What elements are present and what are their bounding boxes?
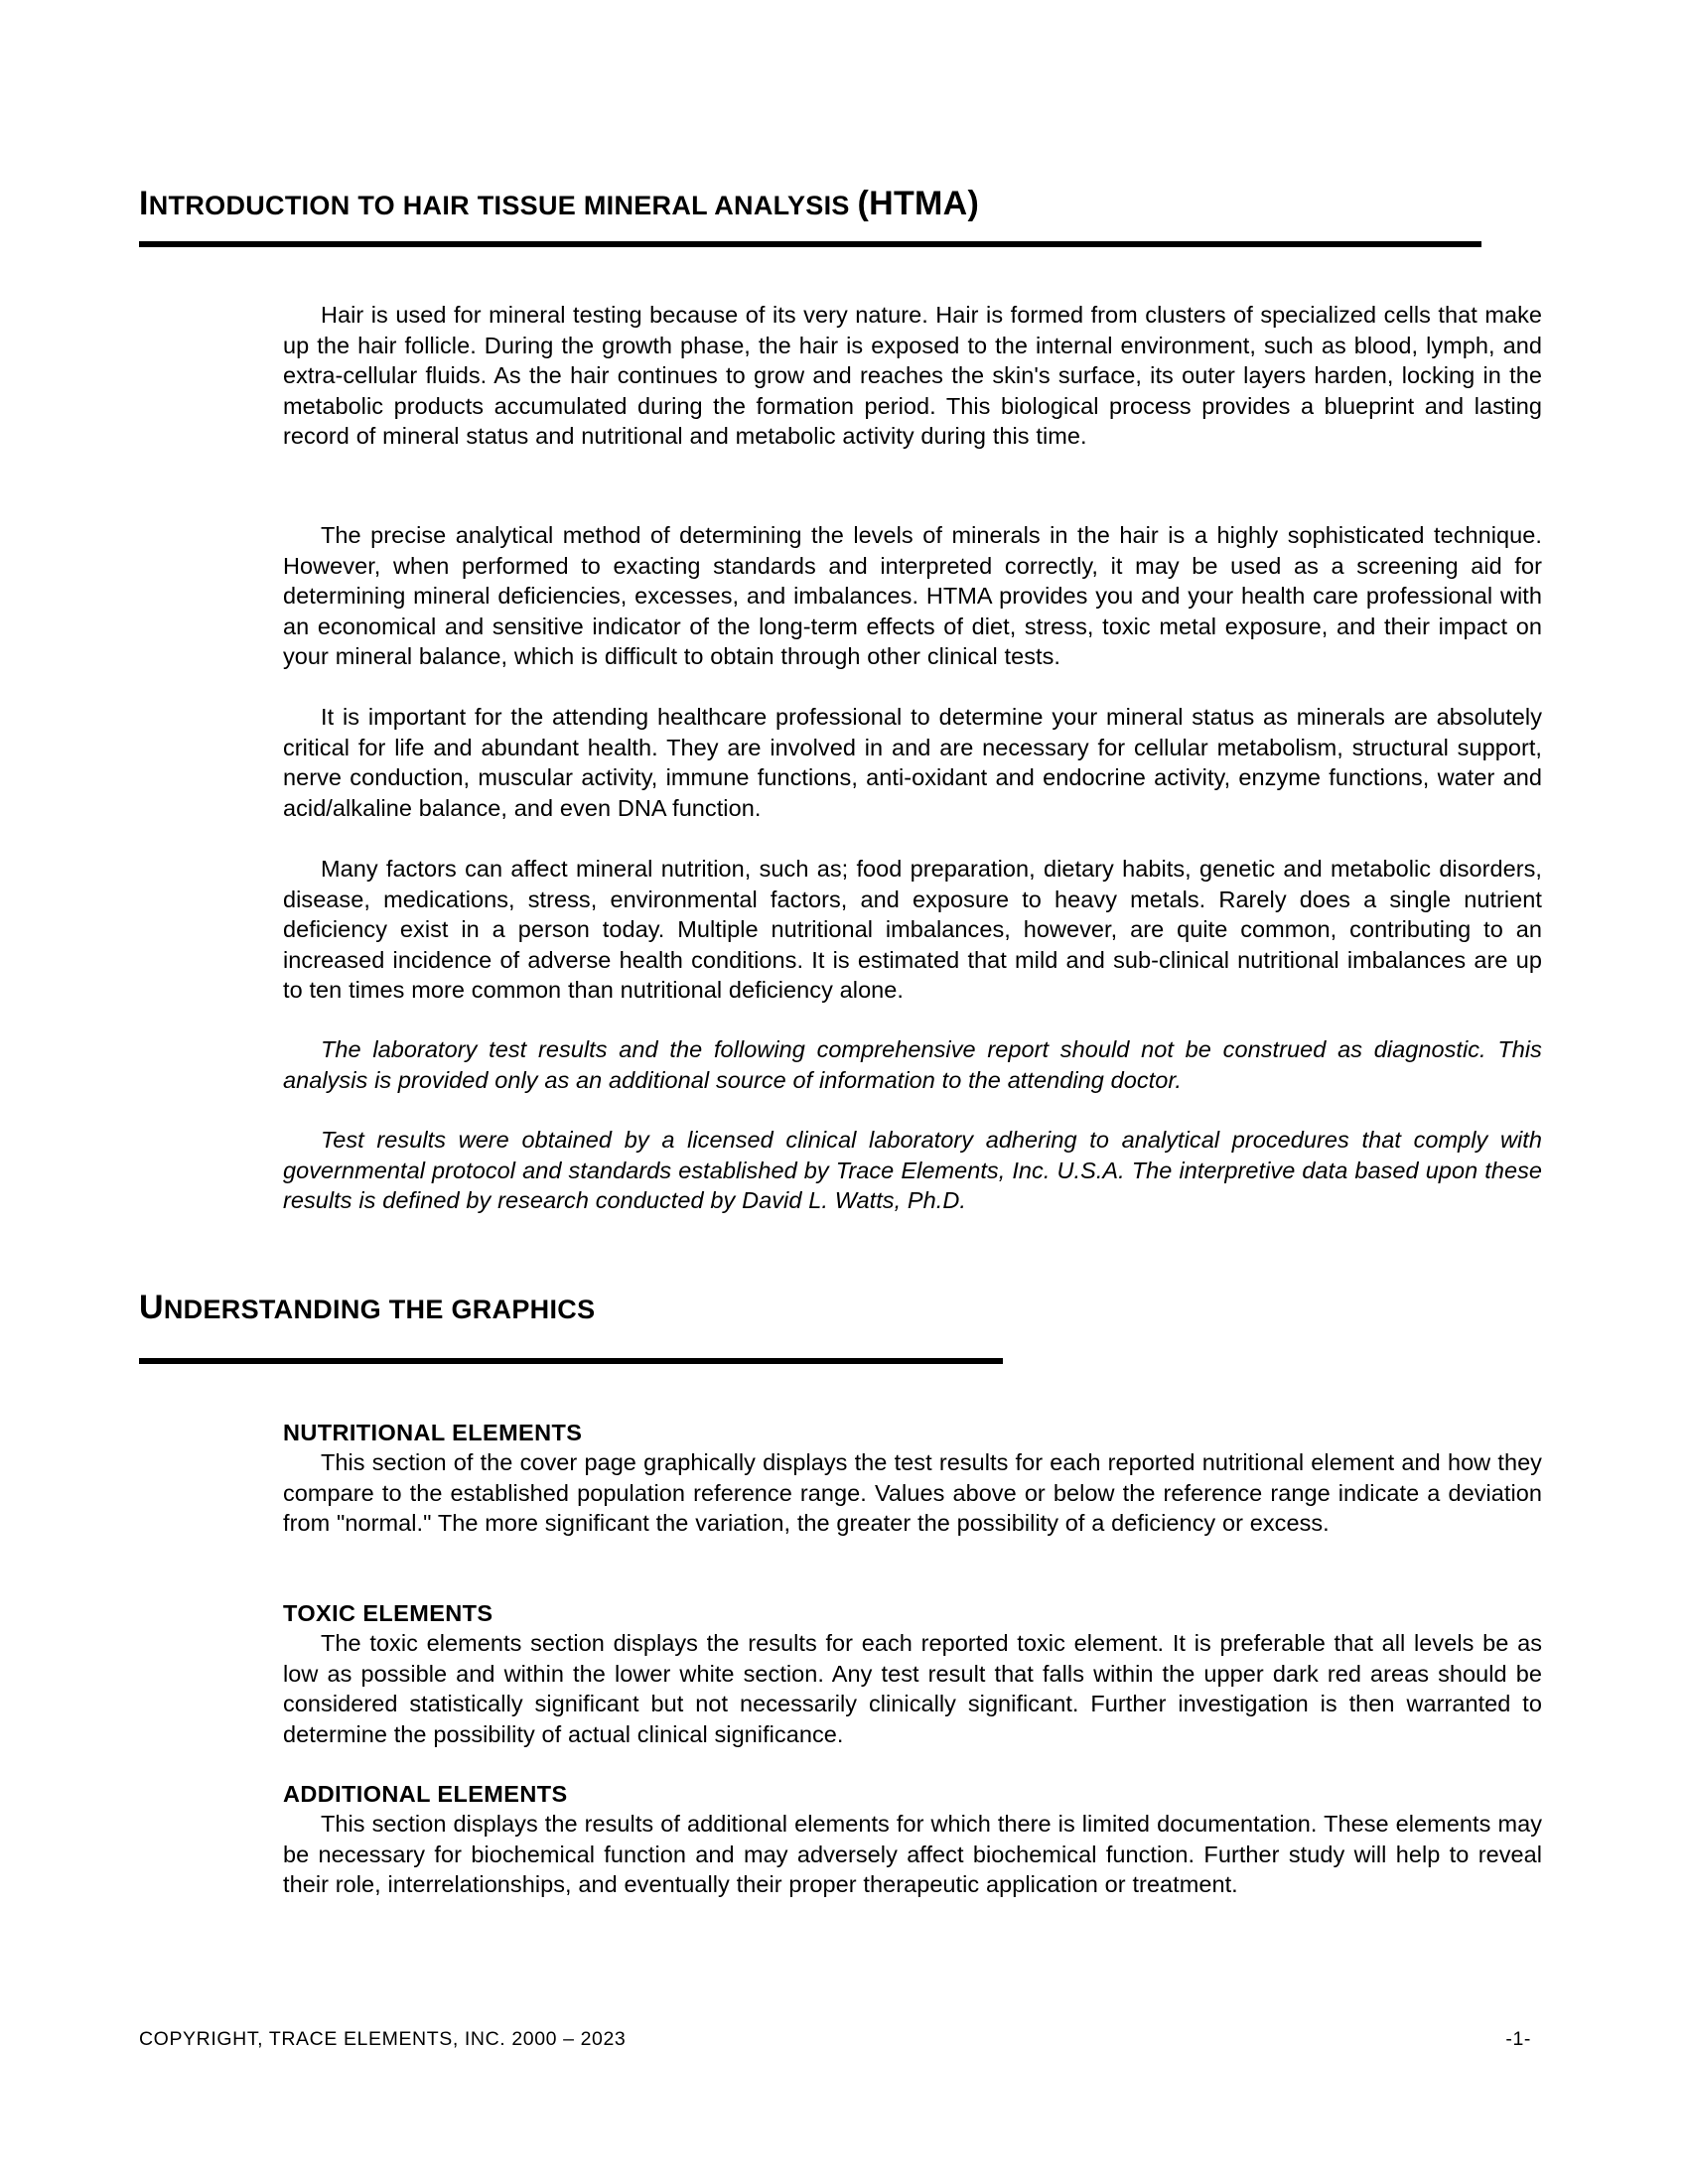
additional-elements-body: This section displays the results of additional elements for which there is limited documentation. These elements may be necessary for biochemical function and may adversely affect biochemical function. Further study will help to reveal their role, interrelationships, and eventually their proper therapeutic application or treatment. (283, 1811, 1542, 1897)
disclaimer-paragraph: The laboratory test results and the following comprehensive report should not be construed as diagnostic. This analysis is provided only as an additional source of information to the attending doctor. (283, 1036, 1542, 1093)
nutritional-elements-heading: NUTRITIONAL ELEMENTS (283, 1420, 583, 1445)
additional-elements-block (283, 1779, 1542, 1900)
nutritional-elements-block (283, 1418, 1542, 1539)
intro-paragraph-4: Many factors can affect mineral nutrition, such as; food preparation, dietary habits, genetic and metabolic disorders, disease, medications, stress, environmental factors, and exposure to heavy metals. Rarely does a single nutrient deficiency exist in a person today. Multiple nutritional imbalances, however, are quite common, contributing to an increased incidence of adverse health conditions. It is estimated that mild and sub-clinical nutritional imbalances are up to ten times more common than nutritional deficiency alone. (283, 856, 1542, 1003)
graphics-title-lead-cap: U (139, 1289, 164, 1326)
copyright-notice: COPYRIGHT, TRACE ELEMENTS, INC. 2000 – 2023 (139, 2028, 627, 2050)
page-title-smallcaps: NTRODUCTION TO HAIR TISSUE MINERAL ANALYSIS (148, 191, 858, 220)
toxic-elements-heading: TOXIC ELEMENTS (283, 1600, 493, 1626)
page-title (139, 187, 979, 222)
graphics-title-smallcaps: NDERSTANDING THE GRAPHICS (163, 1295, 596, 1324)
title-rule (139, 241, 1481, 247)
page-number: -1- (1505, 2028, 1531, 2050)
intro-paragraph-3: It is important for the attending healthcare professional to determine your mineral status as minerals are absolutely critical for life and abundant health. They are involved in and are necessary for cellular metabolism, structural support, nerve conduction, muscular activity, immune functions, anti-oxidant and endocrine activity, enzyme functions, water and acid/alkaline balance, and even DNA function. (283, 704, 1542, 821)
intro-paragraph-3-wrap (283, 702, 1542, 823)
intro-paragraph-1-wrap (283, 300, 1542, 452)
intro-paragraph-2-wrap (283, 520, 1542, 672)
disclaimer-paragraph-wrap (283, 1034, 1542, 1095)
lab-attribution-paragraph-wrap (283, 1125, 1542, 1216)
intro-paragraph-2: The precise analytical method of determining the levels of minerals in the hair is a highly sophisticated technique. However, when performed to exacting standards and interpreted correctly, it may be used as a screening aid for determining mineral deficiencies, excesses, and imbalances. HTMA provides you and your health care professional with an economical and sensitive indicator of the long-term effects of diet, stress, toxic metal exposure, and their impact on your mineral balance, which is difficult to obtain through other clinical tests. (283, 522, 1542, 669)
page-title-tail: (HTMA) (857, 185, 980, 222)
page-footer (139, 2028, 1549, 2051)
nutritional-elements-body: This section of the cover page graphically displays the test results for each reported nutritional element and how they compare to the established population reference range. Values above or below the reference range indicate a deviation from "normal." The more significant the variation, the greater the possibility of a deficiency or excess. (283, 1449, 1542, 1536)
page-title-lead-cap: I (139, 185, 149, 222)
intro-paragraph-4-wrap (283, 854, 1542, 1006)
toxic-elements-body: The toxic elements section displays the results for each reported toxic element. It is preferable that all levels be as low as possible and within the lower white section. Any test result that falls within the upper dark red areas should be considered statistically significant but not necessarily clinically significant. Further investigation is then warranted to determine the possibility of actual clinical significance. (283, 1630, 1542, 1747)
graphics-section-title (139, 1291, 595, 1326)
additional-elements-heading: ADDITIONAL ELEMENTS (283, 1781, 568, 1807)
intro-paragraph-1: Hair is used for mineral testing because of its very nature. Hair is formed from clusters of specialized cells that make up the hair follicle. During the growth phase, the hair is exposed to the internal environment, such as blood, lymph, and extra-cellular fluids. As the hair continues to grow and reaches the skin's surface, its outer layers harden, locking in the metabolic products accumulated during the formation period. This biological process provides a blueprint and lasting record of mineral status and nutritional and metabolic activity during this time. (283, 302, 1542, 449)
graphics-title-rule (139, 1358, 1003, 1364)
toxic-elements-block (283, 1598, 1542, 1749)
lab-attribution-paragraph: Test results were obtained by a licensed clinical laboratory adhering to analytical procedures that comply with governmental protocol and standards established by Trace Elements, Inc. U.S.A. The interpretive data based upon these results is defined by research conducted by David L. Watts, Ph.D. (283, 1127, 1542, 1213)
